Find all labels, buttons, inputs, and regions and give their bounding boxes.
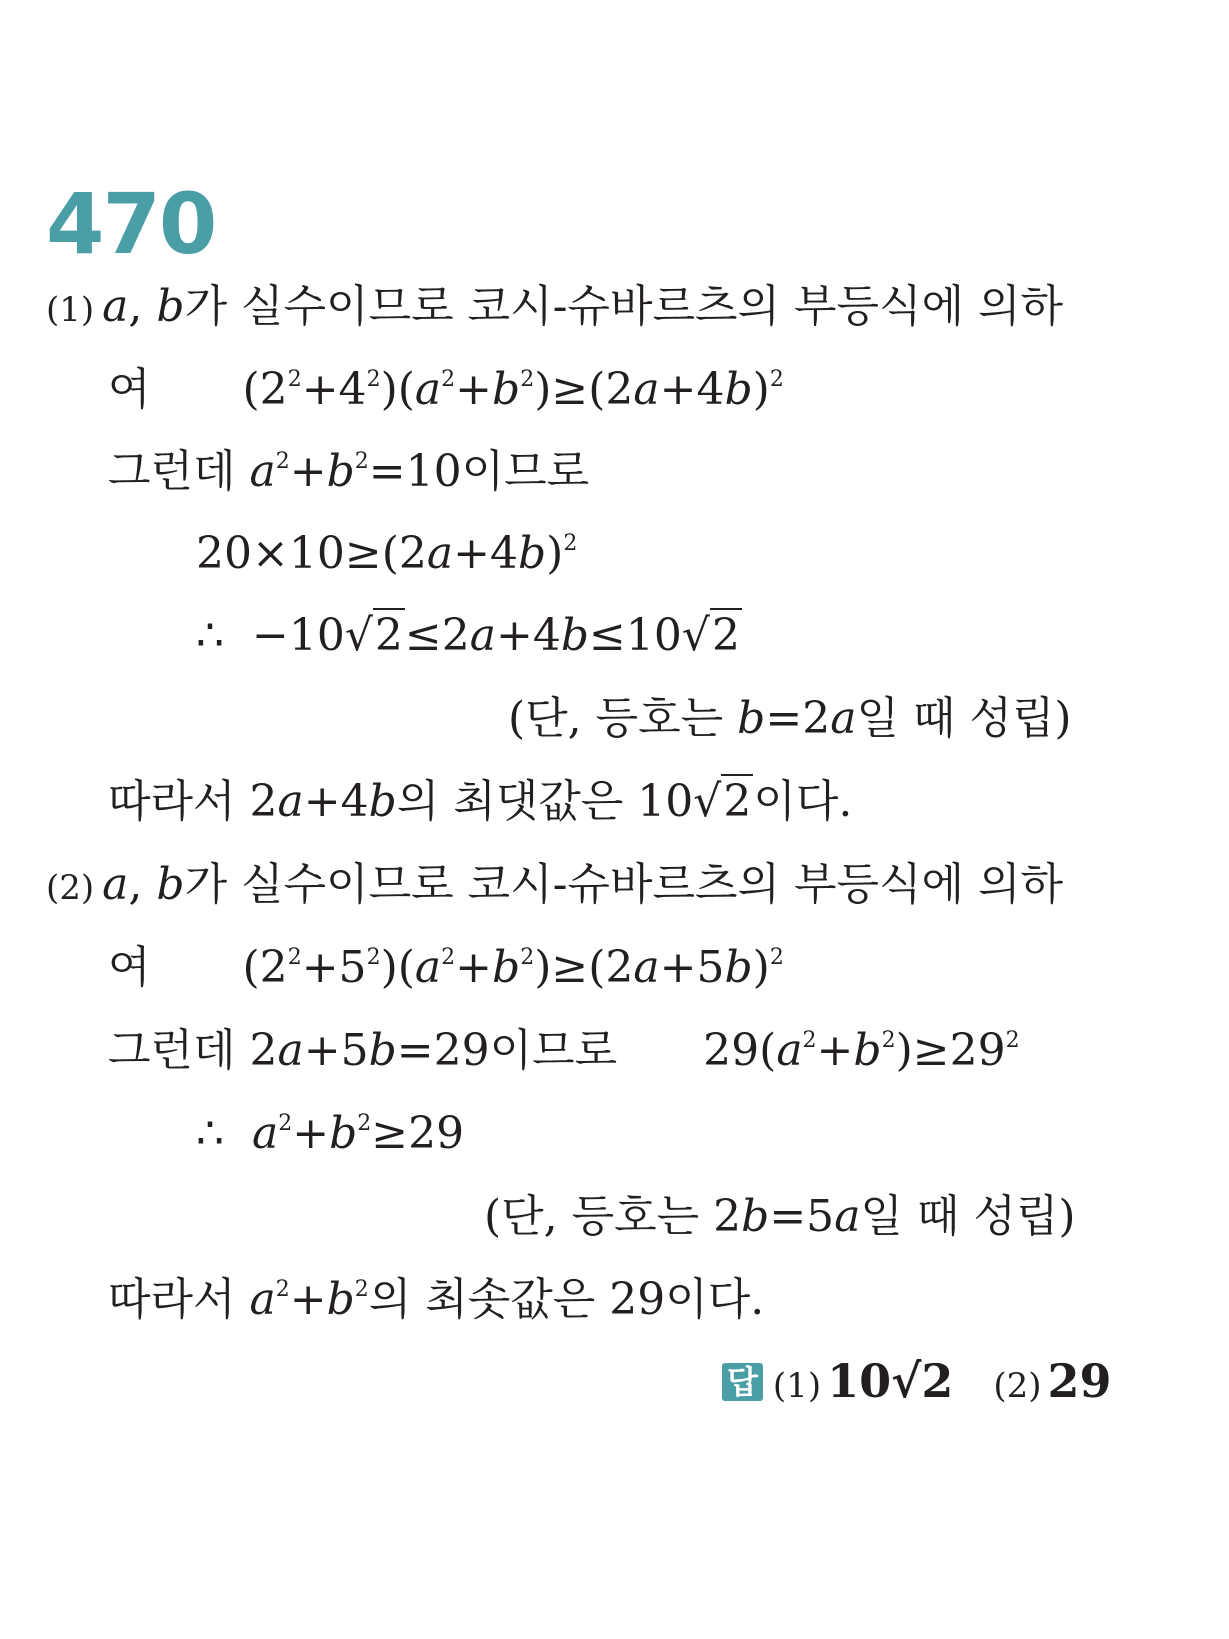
part1-inequality: 여 $(2^2+4^2)(a^2+b^2)\ge(2a+4b)^2$	[108, 364, 784, 415]
answer-2: 29	[1047, 1354, 1112, 1408]
part2-conclusion: 따라서 $a^2+b^2$의 최솟값은 29이다.	[108, 1274, 765, 1325]
part1-intro: (1) a, b가 실수이므로 코시-슈바르츠의 부등식에 의하	[46, 281, 1063, 332]
part2-result: ∴ $a^2+b^2\ge 29$	[196, 1108, 465, 1159]
answer-badge: 답	[722, 1363, 763, 1401]
part2-equality-note: (단, 등호는 2b=5a일 때 성립)	[484, 1191, 1076, 1242]
part1-range: ∴ −10√2≤2a+4b≤10√2	[196, 610, 740, 661]
part2-condition: 그런데 2a+5b=29이므로 $29(a^2+b^2)\ge 29^2$	[108, 1025, 1020, 1076]
part1-condition: 그런데 $a^2+b^2=10$이므로	[108, 446, 590, 497]
part2-inequality: 여 $(2^2+5^2)(a^2+b^2)\ge(2a+5b)^2$	[108, 942, 784, 993]
problem-number: 470	[46, 175, 216, 273]
part1-equality-note: (단, 등호는 b=2a일 때 성립)	[508, 693, 1072, 744]
part1-substitution: $20\times 10\ge(2a+4b)^2$	[196, 528, 578, 579]
part2-intro: (2) a, b가 실수이므로 코시-슈바르츠의 부등식에 의하	[46, 859, 1063, 910]
part1-conclusion: 따라서 2a+4b의 최댓값은 10√2이다.	[108, 776, 853, 827]
answer-1: 10√2	[827, 1354, 954, 1408]
answer-line: 답 (1) 10√2 (2) 29	[722, 1358, 1112, 1405]
